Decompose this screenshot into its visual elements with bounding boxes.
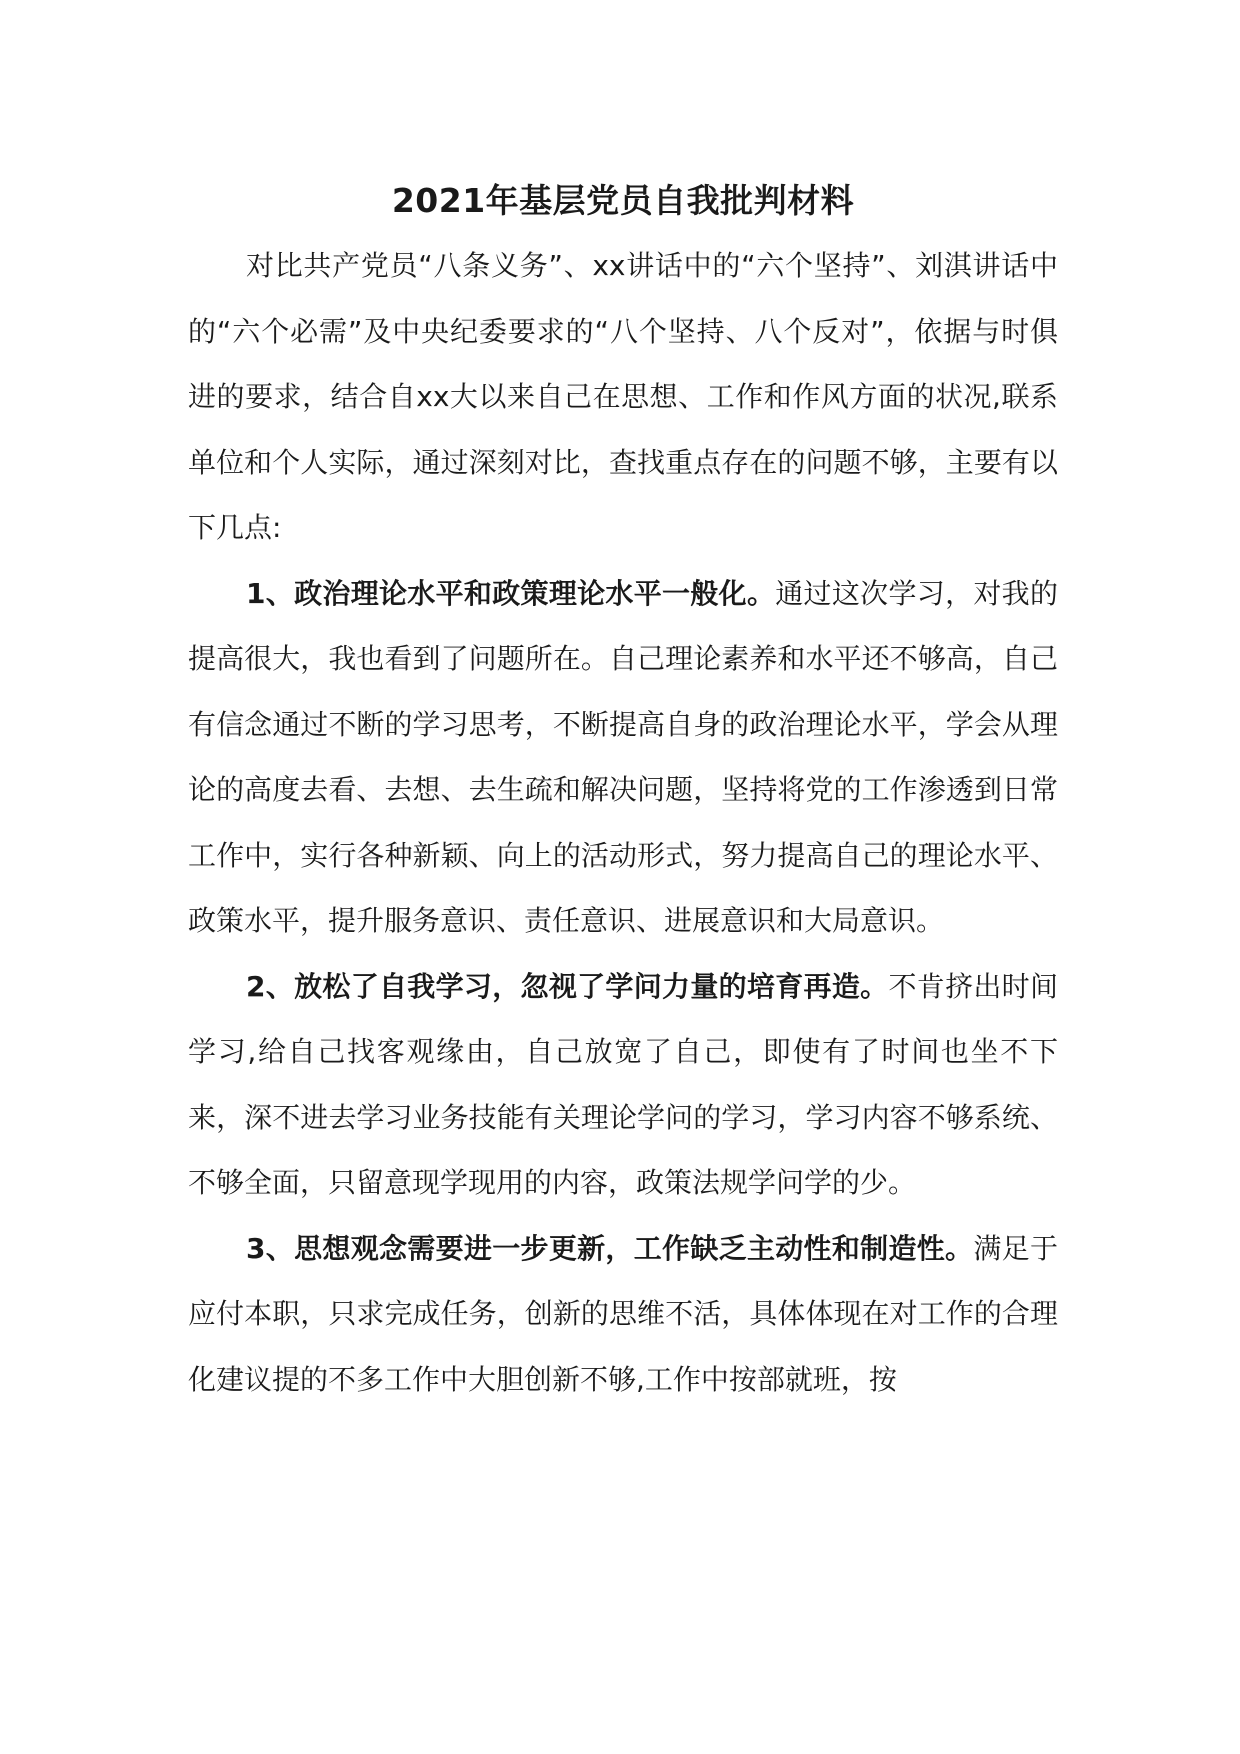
document-title: 2021年基层党员自我批判材料 (391, 181, 855, 220)
item-paragraph-2 (188, 954, 1058, 1216)
item-heading-1: 1、政治理论水平和政策理论水平一般化。 (246, 576, 776, 610)
item-body-2: 不肯挤出时间学习,给自己找客观缘由，自己放宽了自己，即使有了时间也坐不下来，深不进去学习业务技能有关理论学问的学习，学习内容不够系统、不够全面，只留意现学现用的内容，政策法规学问学的少。 (188, 969, 1058, 1199)
item-paragraph-1 (188, 561, 1058, 954)
item-paragraph-3 (188, 1216, 1058, 1413)
item-heading-3: 3、思想观念需要进一步更新，工作缺乏主动性和制造性。 (246, 1231, 974, 1265)
intro-paragraph: 对比共产党员“八条义务”、xx讲话中的“六个坚持”、刘淇讲话中的“六个必需”及中央纪委要求的“八个坚持、八个反对”，依据与时俱进的要求，结合自xx大以来自己在思想、工作和作风方面的状况,联系单位和个人实际，通过深刻对比，查找重点存在的问题不够，主要有以下几点: (188, 249, 1058, 544)
item-body-3: 满足于应付本职，只求完成任务，创新的思维不活，具体体现在对工作的合理化建议提的不多工作中大胆创新不够,工作中按部就班，按 (188, 1231, 1058, 1396)
document-content (188, 175, 1058, 1412)
item-body-1: 通过这次学习，对我的提高很大，我也看到了问题所在。自己理论素养和水平还不够高，自己有信念通过不断的学习思考，不断提高自身的政治理论水平，学会从理论的高度去看、去想、去生疏和解决问题，坚持将党的工作渗透到日常工作中，实行各种新颖、向上的活动形式，努力提高自己的理论水平、政策水平，提升服务意识、责任意识、进展意识和大局意识。 (188, 576, 1058, 937)
item-heading-2: 2、放松了自我学习，忽视了学问力量的培育再造。 (246, 969, 889, 1003)
